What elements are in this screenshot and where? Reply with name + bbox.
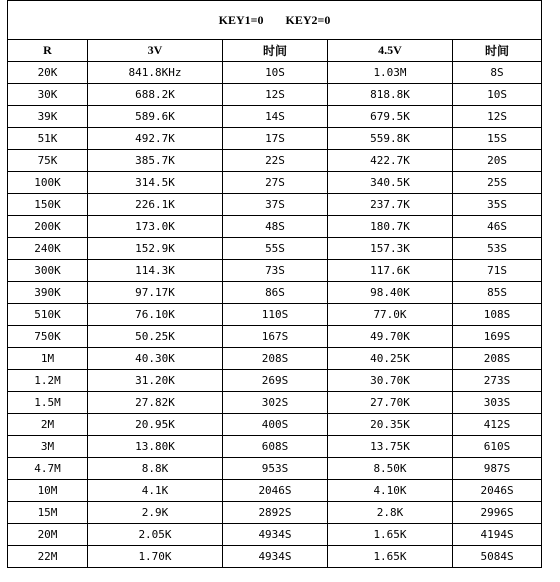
cell-4-5v: 98.40K bbox=[328, 282, 453, 304]
cell-time-3v: 73S bbox=[223, 260, 328, 282]
cell-3v: 2.05K bbox=[88, 524, 223, 546]
cell-r: 10M bbox=[8, 480, 88, 502]
cell-time-4-5v: 2046S bbox=[453, 480, 542, 502]
cell-4-5v: 30.70K bbox=[328, 370, 453, 392]
cell-4-5v: 1.65K bbox=[328, 546, 453, 568]
cell-4-5v: 180.7K bbox=[328, 216, 453, 238]
cell-4-5v: 1.65K bbox=[328, 524, 453, 546]
cell-time-3v: 22S bbox=[223, 150, 328, 172]
cell-4-5v: 20.35K bbox=[328, 414, 453, 436]
cell-time-4-5v: 2996S bbox=[453, 502, 542, 524]
header-r: R bbox=[8, 40, 88, 62]
table-row bbox=[8, 238, 542, 260]
cell-3v: 97.17K bbox=[88, 282, 223, 304]
cell-4-5v: 559.8K bbox=[328, 128, 453, 150]
cell-3v: 1.70K bbox=[88, 546, 223, 568]
cell-time-4-5v: 20S bbox=[453, 150, 542, 172]
cell-4-5v: 679.5K bbox=[328, 106, 453, 128]
cell-time-3v: 86S bbox=[223, 282, 328, 304]
table-row bbox=[8, 480, 542, 502]
table-row bbox=[8, 282, 542, 304]
cell-3v: 76.10K bbox=[88, 304, 223, 326]
cell-r: 3M bbox=[8, 436, 88, 458]
table-row bbox=[8, 106, 542, 128]
cell-r: 20M bbox=[8, 524, 88, 546]
cell-time-3v: 208S bbox=[223, 348, 328, 370]
cell-time-3v: 167S bbox=[223, 326, 328, 348]
key1-label: KEY1=0 bbox=[218, 12, 264, 27]
cell-4-5v: 49.70K bbox=[328, 326, 453, 348]
cell-time-4-5v: 273S bbox=[453, 370, 542, 392]
cell-time-3v: 953S bbox=[223, 458, 328, 480]
cell-time-3v: 12S bbox=[223, 84, 328, 106]
cell-r: 750K bbox=[8, 326, 88, 348]
cell-time-3v: 27S bbox=[223, 172, 328, 194]
cell-4-5v: 1.03M bbox=[328, 62, 453, 84]
cell-r: 15M bbox=[8, 502, 88, 524]
cell-r: 1.2M bbox=[8, 370, 88, 392]
cell-time-3v: 110S bbox=[223, 304, 328, 326]
cell-time-4-5v: 610S bbox=[453, 436, 542, 458]
cell-time-3v: 4934S bbox=[223, 546, 328, 568]
cell-4-5v: 13.75K bbox=[328, 436, 453, 458]
cell-3v: 173.0K bbox=[88, 216, 223, 238]
header-4-5v: 4.5V bbox=[328, 40, 453, 62]
cell-3v: 152.9K bbox=[88, 238, 223, 260]
table-row bbox=[8, 524, 542, 546]
cell-time-3v: 302S bbox=[223, 392, 328, 414]
cell-3v: 841.8KHz bbox=[88, 62, 223, 84]
table-row bbox=[8, 348, 542, 370]
table-row bbox=[8, 172, 542, 194]
cell-time-4-5v: 12S bbox=[453, 106, 542, 128]
cell-r: 150K bbox=[8, 194, 88, 216]
cell-time-3v: 17S bbox=[223, 128, 328, 150]
cell-r: 1.5M bbox=[8, 392, 88, 414]
cell-r: 2M bbox=[8, 414, 88, 436]
cell-3v: 13.80K bbox=[88, 436, 223, 458]
cell-r: 39K bbox=[8, 106, 88, 128]
cell-3v: 27.82K bbox=[88, 392, 223, 414]
cell-time-4-5v: 303S bbox=[453, 392, 542, 414]
cell-3v: 226.1K bbox=[88, 194, 223, 216]
table-row bbox=[8, 304, 542, 326]
cell-time-3v: 14S bbox=[223, 106, 328, 128]
frequency-table bbox=[7, 0, 542, 568]
cell-time-4-5v: 5084S bbox=[453, 546, 542, 568]
cell-4-5v: 340.5K bbox=[328, 172, 453, 194]
cell-time-3v: 4934S bbox=[223, 524, 328, 546]
cell-r: 20K bbox=[8, 62, 88, 84]
table-row bbox=[8, 502, 542, 524]
cell-time-4-5v: 987S bbox=[453, 458, 542, 480]
header-time-4-5v: 时间 bbox=[453, 40, 542, 62]
cell-r: 75K bbox=[8, 150, 88, 172]
cell-3v: 2.9K bbox=[88, 502, 223, 524]
table-row bbox=[8, 260, 542, 282]
cell-time-4-5v: 15S bbox=[453, 128, 542, 150]
cell-time-3v: 55S bbox=[223, 238, 328, 260]
cell-time-3v: 37S bbox=[223, 194, 328, 216]
cell-time-4-5v: 53S bbox=[453, 238, 542, 260]
cell-time-4-5v: 4194S bbox=[453, 524, 542, 546]
cell-4-5v: 77.0K bbox=[328, 304, 453, 326]
table-row bbox=[8, 414, 542, 436]
table-row bbox=[8, 216, 542, 238]
cell-time-3v: 48S bbox=[223, 216, 328, 238]
cell-time-4-5v: 35S bbox=[453, 194, 542, 216]
cell-r: 390K bbox=[8, 282, 88, 304]
cell-4-5v: 8.50K bbox=[328, 458, 453, 480]
cell-time-4-5v: 412S bbox=[453, 414, 542, 436]
cell-time-3v: 608S bbox=[223, 436, 328, 458]
cell-3v: 492.7K bbox=[88, 128, 223, 150]
cell-3v: 114.3K bbox=[88, 260, 223, 282]
cell-time-3v: 10S bbox=[223, 62, 328, 84]
cell-4-5v: 237.7K bbox=[328, 194, 453, 216]
cell-3v: 20.95K bbox=[88, 414, 223, 436]
cell-r: 240K bbox=[8, 238, 88, 260]
table-row bbox=[8, 194, 542, 216]
cell-time-4-5v: 85S bbox=[453, 282, 542, 304]
cell-r: 4.7M bbox=[8, 458, 88, 480]
cell-time-4-5v: 10S bbox=[453, 84, 542, 106]
cell-time-4-5v: 8S bbox=[453, 62, 542, 84]
cell-time-4-5v: 46S bbox=[453, 216, 542, 238]
cell-3v: 40.30K bbox=[88, 348, 223, 370]
cell-3v: 50.25K bbox=[88, 326, 223, 348]
cell-time-4-5v: 25S bbox=[453, 172, 542, 194]
table-row bbox=[8, 392, 542, 414]
cell-time-3v: 269S bbox=[223, 370, 328, 392]
cell-4-5v: 422.7K bbox=[328, 150, 453, 172]
cell-3v: 4.1K bbox=[88, 480, 223, 502]
cell-r: 200K bbox=[8, 216, 88, 238]
cell-3v: 589.6K bbox=[88, 106, 223, 128]
cell-3v: 688.2K bbox=[88, 84, 223, 106]
cell-3v: 314.5K bbox=[88, 172, 223, 194]
cell-time-3v: 400S bbox=[223, 414, 328, 436]
cell-4-5v: 117.6K bbox=[328, 260, 453, 282]
table-row bbox=[8, 84, 542, 106]
header-3v: 3V bbox=[88, 40, 223, 62]
cell-r: 1M bbox=[8, 348, 88, 370]
table-row bbox=[8, 436, 542, 458]
cell-3v: 31.20K bbox=[88, 370, 223, 392]
cell-3v: 385.7K bbox=[88, 150, 223, 172]
cell-3v: 8.8K bbox=[88, 458, 223, 480]
cell-time-4-5v: 108S bbox=[453, 304, 542, 326]
cell-4-5v: 27.70K bbox=[328, 392, 453, 414]
table-row bbox=[8, 326, 542, 348]
cell-time-4-5v: 169S bbox=[453, 326, 542, 348]
table-row bbox=[8, 128, 542, 150]
cell-r: 22M bbox=[8, 546, 88, 568]
cell-time-3v: 2046S bbox=[223, 480, 328, 502]
table-title-row bbox=[8, 1, 542, 40]
cell-4-5v: 157.3K bbox=[328, 238, 453, 260]
table-row bbox=[8, 370, 542, 392]
cell-time-4-5v: 71S bbox=[453, 260, 542, 282]
cell-r: 100K bbox=[8, 172, 88, 194]
cell-r: 30K bbox=[8, 84, 88, 106]
cell-4-5v: 818.8K bbox=[328, 84, 453, 106]
key2-label: KEY2=0 bbox=[285, 12, 331, 27]
cell-time-4-5v: 208S bbox=[453, 348, 542, 370]
table-header-row bbox=[8, 40, 542, 62]
cell-4-5v: 4.10K bbox=[328, 480, 453, 502]
cell-time-3v: 2892S bbox=[223, 502, 328, 524]
cell-4-5v: 2.8K bbox=[328, 502, 453, 524]
table-row bbox=[8, 458, 542, 480]
cell-4-5v: 40.25K bbox=[328, 348, 453, 370]
table-row bbox=[8, 546, 542, 568]
header-time-3v: 时间 bbox=[223, 40, 328, 62]
table-title bbox=[8, 1, 542, 40]
cell-r: 51K bbox=[8, 128, 88, 150]
cell-r: 300K bbox=[8, 260, 88, 282]
table-row bbox=[8, 62, 542, 84]
table-row bbox=[8, 150, 542, 172]
cell-r: 510K bbox=[8, 304, 88, 326]
